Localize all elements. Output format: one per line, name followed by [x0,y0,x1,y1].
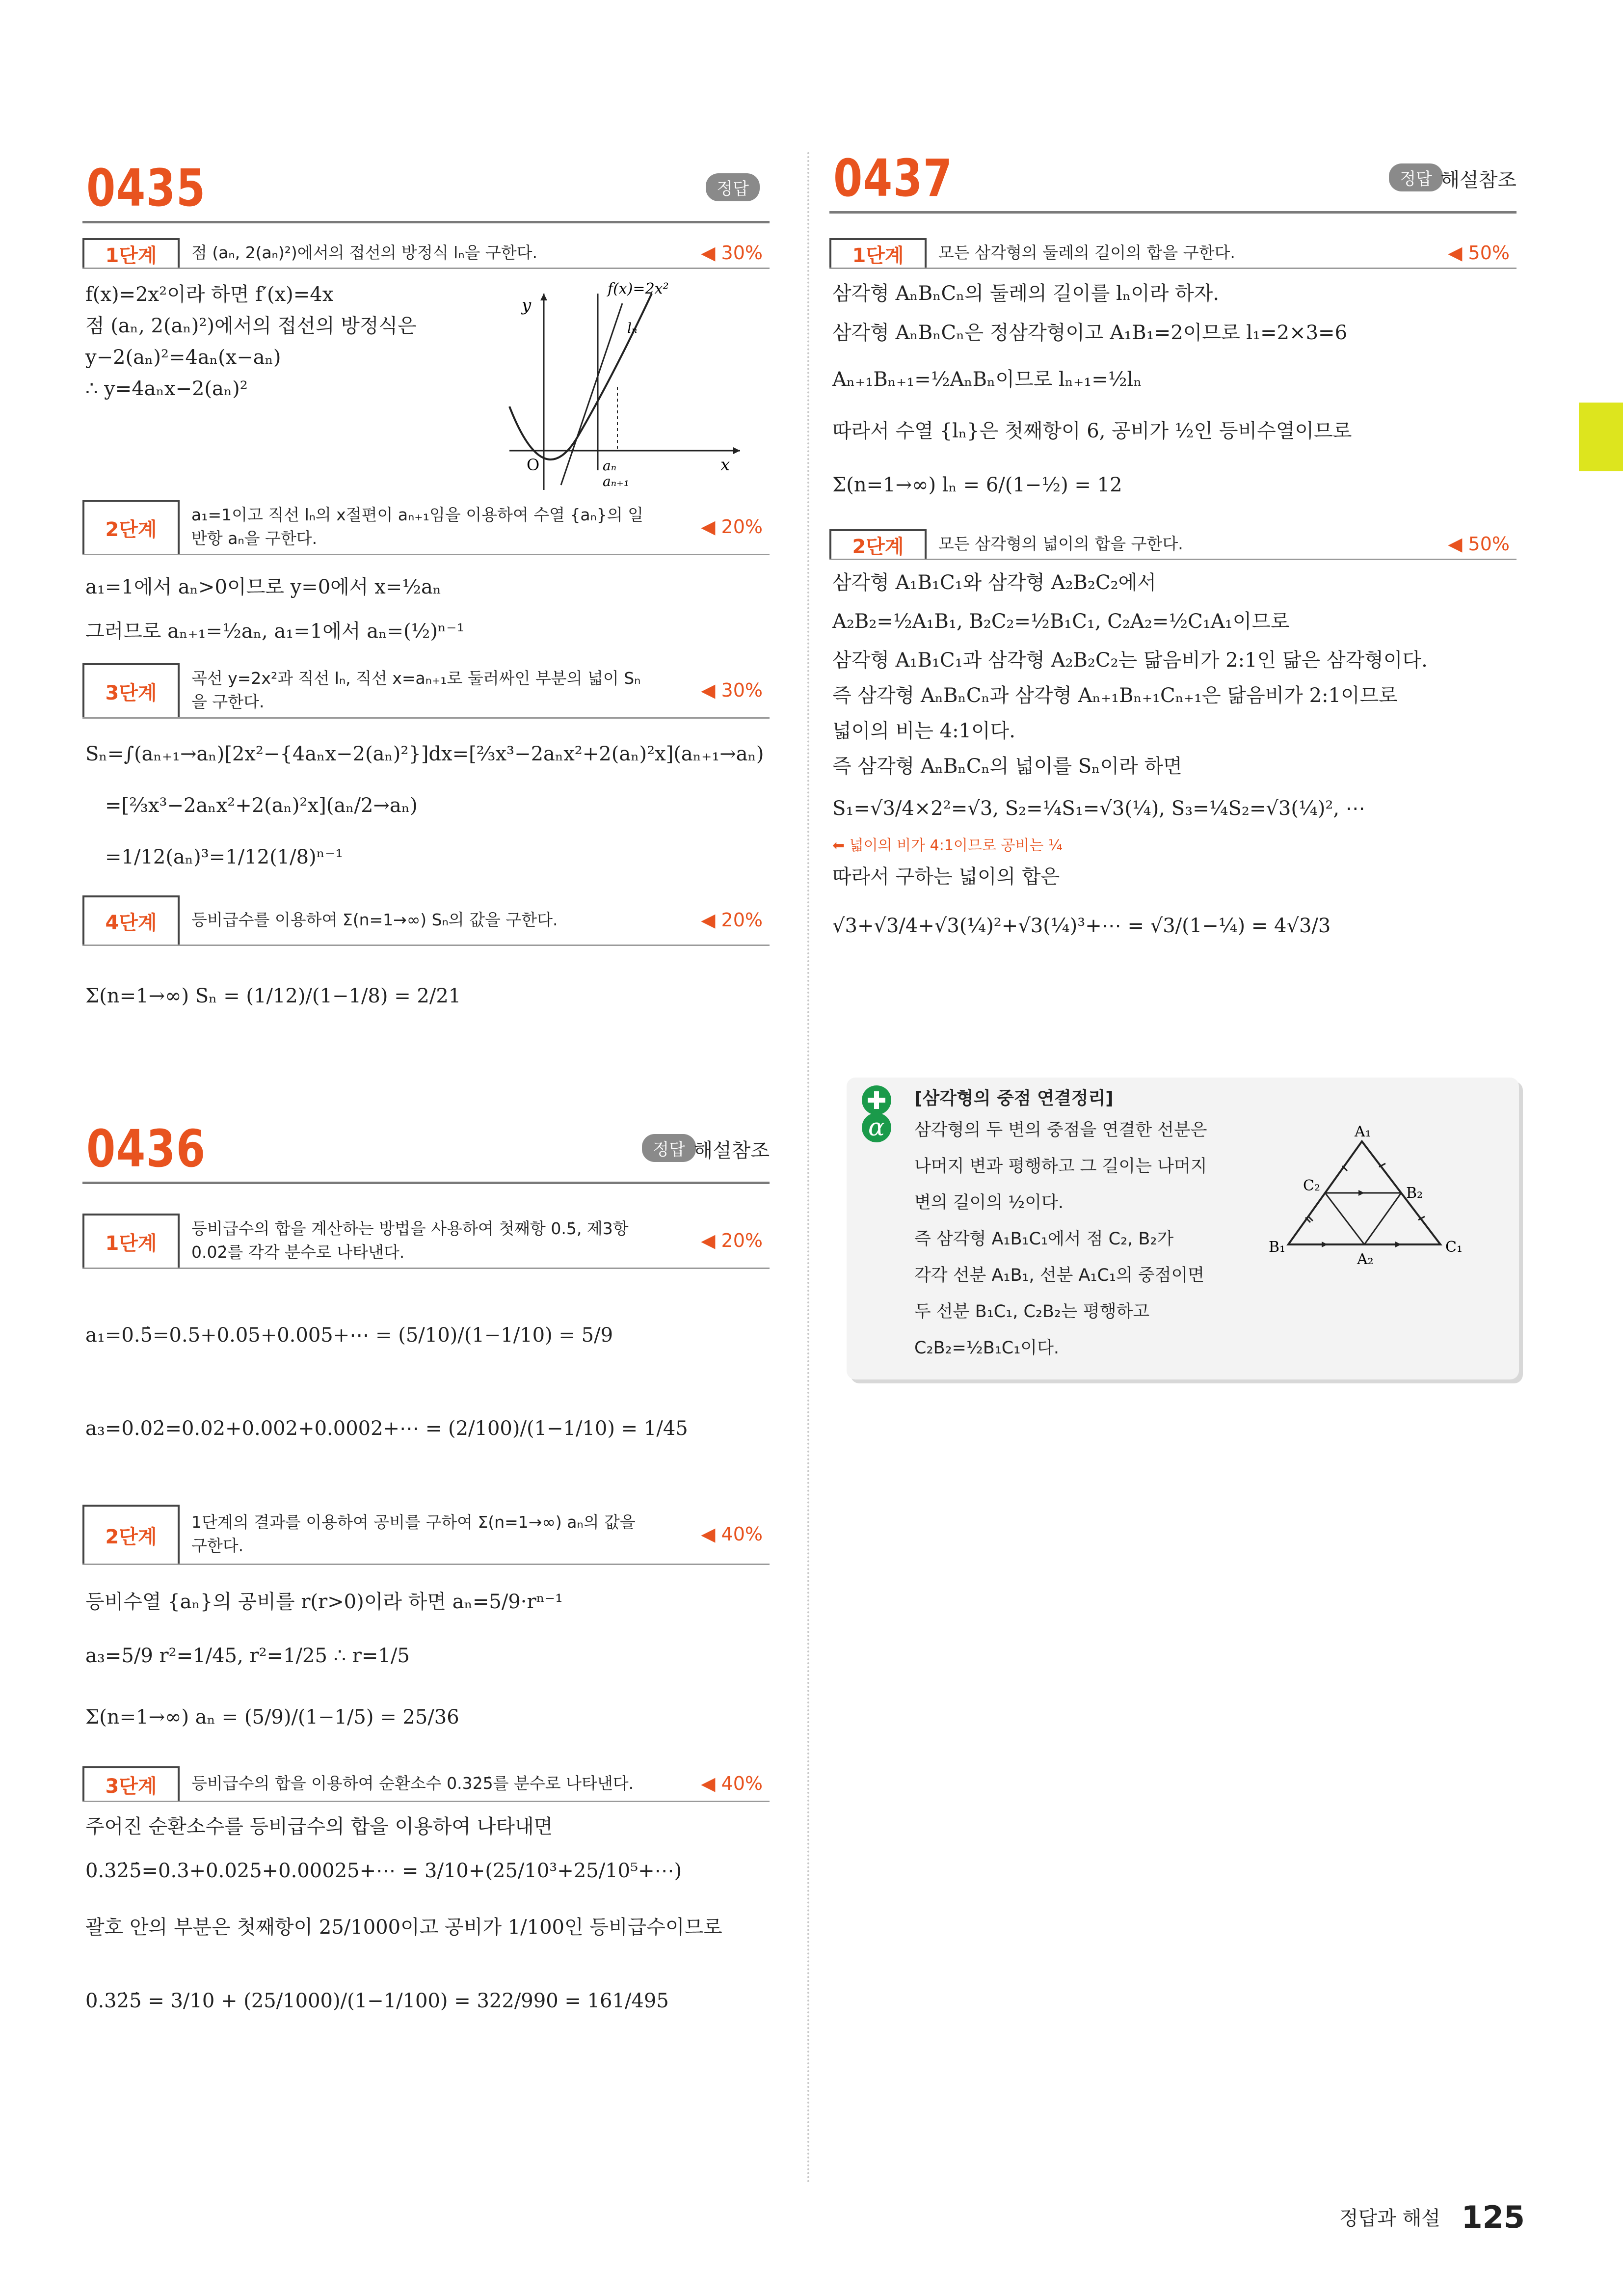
ln-label: lₙ [627,320,638,336]
answer-badge: 정답 [642,1134,696,1162]
step-0435-2 [82,500,770,555]
tip-line: 두 선분 B₁C₁, C₂B₂는 평행하고 [914,1302,1150,1322]
step-label: 2단계 [82,1505,180,1564]
annotation-note: ⬅ 넓이의 비가 4:1이므로 공비는 ¼ [832,837,1063,854]
math-line: Aₙ₊₁Bₙ₊₁=½AₙBₙ이므로 lₙ₊₁=½lₙ [832,368,1142,391]
math-line: √3+√3/4+√3(¼)²+√3(¼)³+⋯ = √3/(1−¼) = 4√3/3 [832,915,1331,937]
origin-label: O [527,456,540,474]
step-pct: ◀ 40% [701,1523,763,1545]
label-C2: C₂ [1303,1177,1320,1194]
step-label: 1단계 [829,238,927,268]
label-B1: B₁ [1269,1239,1286,1256]
right-column [829,147,1517,953]
page-footer [1339,2199,1525,2235]
step-label: 3단계 [82,1766,180,1801]
tip-title: [삼각형의 중점 연결정리] [914,1088,1114,1108]
math-line: y−2(aₙ)²=4aₙ(x−aₙ) [85,346,281,369]
math-line: f(x)=2x²이라 하면 f′(x)=4x [85,283,334,306]
math-line: 삼각형 A₁B₁C₁와 삼각형 A₂B₂C₂에서 [832,571,1156,594]
math-line: 삼각형 AₙBₙCₙ은 정삼각형이고 A₁B₁=2이므로 l₁=2×3=6 [832,322,1348,344]
tip-line: 변의 길이의 ½이다. [914,1193,1064,1213]
step-0435-1 [82,238,770,269]
step-pct: ◀ 30% [701,242,763,264]
step-0436-2 [82,1505,770,1565]
problem-number: 0435 [86,158,206,218]
step-label: 1단계 [82,238,180,268]
step-pct: ◀ 50% [1448,242,1510,264]
tip-line: 각각 선분 A₁B₁, 선분 A₁C₁의 중점이면 [914,1266,1205,1285]
math-line: 등비수열 {aₙ}의 공비를 r(r>0)이라 하면 aₙ=5/9·rⁿ⁻¹ [85,1591,563,1613]
math-line: 0.32̇5̇=0.3+0.025+0.00025+⋯ = 3/10+(25/10³+25/10⁵+⋯) [85,1860,682,1882]
tip-line: 즉 삼각형 A₁B₁C₁에서 점 C₂, B₂가 [914,1229,1174,1249]
tip-line: 삼각형의 두 변의 중점을 연결한 선분은 [914,1120,1207,1140]
problem-header-0435 [82,147,770,223]
math-line: Sₙ=∫(aₙ₊₁→aₙ)[2x²−{4aₙx−2(aₙ)²}]dx=[⅔x³−2aₙx²+2(aₙ)²x](aₙ₊₁→aₙ) [85,743,764,765]
math-line: a₃=0.02̇=0.02+0.002+0.0002+⋯ = (2/100)/(1−1/10) = 1/45 [85,1417,688,1440]
math-line: 따라서 수열 {lₙ}은 첫째항이 6, 공비가 ½인 등비수열이므로 [832,420,1352,442]
step-0435-1-body [82,269,770,500]
answer-badge: 정답 [1389,163,1443,191]
math-line: Σ(n=1→∞) aₙ = (5/9)/(1−1/5) = 25/36 [85,1706,459,1729]
math-line: Σ(n=1→∞) Sₙ = (1/12)/(1−1/8) = 2/21 [85,985,461,1007]
left-column [82,147,770,2043]
parabola-graph [505,274,760,490]
step-desc: 등비급수의 합을 계산하는 방법을 사용하여 첫째항 0.5̇, 제3항 0.02̇를 각각 분수로 나타낸다. [191,1219,629,1262]
step-pct: ◀ 40% [701,1773,763,1794]
answer-badge: 정답 [706,173,760,201]
fx-label: f(x)=2x² [608,280,669,297]
math-line: 주어진 순환소수를 등비급수의 합을 이용하여 나타내면 [85,1815,553,1838]
step-0437-1 [829,238,1517,269]
math-line: Σ(n=1→∞) lₙ = 6/(1−½) = 12 [832,474,1122,496]
tip-line: C₂B₂=½B₁C₁이다. [914,1338,1060,1358]
problem-header-0436 [82,1108,770,1184]
step-0436-3 [82,1766,770,1802]
step-0435-4 [82,895,770,946]
math-line: 그러므로 aₙ₊₁=½aₙ, a₁=1에서 aₙ=(½)ⁿ⁻¹ [85,620,465,643]
math-line: 삼각형 A₁B₁C₁과 삼각형 A₂B₂C₂는 닮음비가 2:1인 닮은 삼각형이다. [832,649,1428,672]
problem-header-0437 [829,147,1517,214]
tip-line: 나머지 변과 평행하고 그 길이는 나머지 [914,1157,1207,1176]
step-label: 4단계 [82,895,180,945]
math-line: 괄호 안의 부분은 첫째항이 25/1000이고 공비가 1/100인 등비급수이므로 [85,1916,722,1939]
svg-text:α: α [868,1113,885,1141]
problem-number: 0437 [833,148,953,208]
step-desc: 점 (aₙ, 2(aₙ)²)에서의 접선의 방정식 lₙ을 구한다. [191,243,537,262]
math-line: 0.32̇5̇ = 3/10 + (25/1000)/(1−1/100) = 322/990 = 161/495 [85,1990,669,2012]
math-line: 따라서 구하는 넓이의 합은 [832,865,1060,888]
footer-label: 정답과 해설 [1339,2207,1440,2230]
plus-alpha-icon [857,1084,896,1143]
math-line: =[⅔x³−2aₙx²+2(aₙ)²x](aₙ/2→aₙ) [105,794,418,817]
label-B2: B₂ [1406,1185,1423,1202]
midpoint-triangle-figure [1269,1122,1504,1279]
step-0435-3 [82,663,770,719]
math-line: 삼각형 AₙBₙCₙ의 둘레의 길이를 lₙ이라 하자. [832,282,1220,305]
problem-number: 0436 [86,1119,206,1179]
step-desc: 곡선 y=2x²과 직선 lₙ, 직선 x=aₙ₊₁로 둘러싸인 부분의 넓이 Sₙ을 구한다. [191,669,641,711]
step-desc: 등비급수를 이용하여 Σ(n=1→∞) Sₙ의 값을 구한다. [191,910,558,929]
tip-body [914,1112,1277,1366]
step-0436-1 [82,1214,770,1269]
step-pct: ◀ 20% [701,909,763,931]
chapter-tab [1579,403,1623,471]
math-line: 넓이의 비는 4:1이다. [832,720,1015,742]
step-label: 1단계 [82,1214,180,1268]
axis-x-label: x [720,455,730,475]
step-desc: a₁=1이고 직선 lₙ의 x절편이 aₙ₊₁임을 이용하여 수열 {aₙ}의 일반항 aₙ을 구한다. [191,505,644,548]
math-line: ∴ y=4aₙx−2(aₙ)² [85,378,248,400]
math-line: S₁=√3/4×2²=√3, S₂=¼S₁=√3(¼), S₃=¼S₂=√3(¼)², ⋯ [832,797,1365,820]
step-label: 2단계 [829,529,927,559]
math-line: 즉 삼각형 AₙBₙCₙ의 넓이를 Sₙ이라 하면 [832,755,1182,778]
column-divider [807,152,809,2185]
step-pct: ◀ 20% [701,1230,763,1251]
math-line: a₃=5/9 r²=1/45, r²=1/25 ∴ r=1/5 [85,1645,410,1667]
label-A2: A₂ [1357,1251,1374,1268]
math-line: a₁=1에서 aₙ>0이므로 y=0에서 x=½aₙ [85,576,442,598]
tip-box [847,1078,1519,1379]
step-pct: ◀ 20% [701,516,763,538]
step-desc: 등비급수의 합을 이용하여 순환소수 0.32̇5̇를 분수로 나타낸다. [191,1774,634,1793]
step-pct: ◀ 50% [1448,533,1510,555]
math-line: =1/12(aₙ)³=1/12(1/8)ⁿ⁻¹ [105,846,344,868]
an-label: aₙ [603,458,617,474]
label-C1: C₁ [1445,1239,1463,1256]
step-desc: 1단계의 결과를 이용하여 공비를 구하여 Σ(n=1→∞) aₙ의 값을 구한다. [191,1513,636,1555]
answer-text: 해설참조 [1440,169,1517,191]
math-line: A₂B₂=½A₁B₁, B₂C₂=½B₁C₁, C₂A₂=½C₁A₁이므로 [832,610,1290,633]
label-A1: A₁ [1355,1123,1371,1140]
math-line: a₁=0.5̇=0.5+0.05+0.005+⋯ = (5/10)/(1−1/10) = 5/9 [85,1324,613,1347]
step-desc: 모든 삼각형의 넓이의 합을 구한다. [938,534,1183,553]
math-line: 즉 삼각형 AₙBₙCₙ과 삼각형 Aₙ₊₁Bₙ₊₁Cₙ₊₁은 닮음비가 2:1이므로 [832,684,1398,707]
step-label: 3단계 [82,663,180,717]
math-line: 점 (aₙ, 2(aₙ)²)에서의 접선의 방정식은 [85,315,417,337]
page-number: 125 [1461,2199,1525,2235]
axis-y-label: y [522,296,532,315]
an1-label: aₙ₊₁ [603,473,630,489]
step-label: 2단계 [82,500,180,554]
answer-text: 해설참조 [693,1139,770,1162]
step-desc: 모든 삼각형의 둘레의 길이의 합을 구한다. [938,243,1235,262]
step-pct: ◀ 30% [701,679,763,701]
step-0437-2 [829,529,1517,560]
